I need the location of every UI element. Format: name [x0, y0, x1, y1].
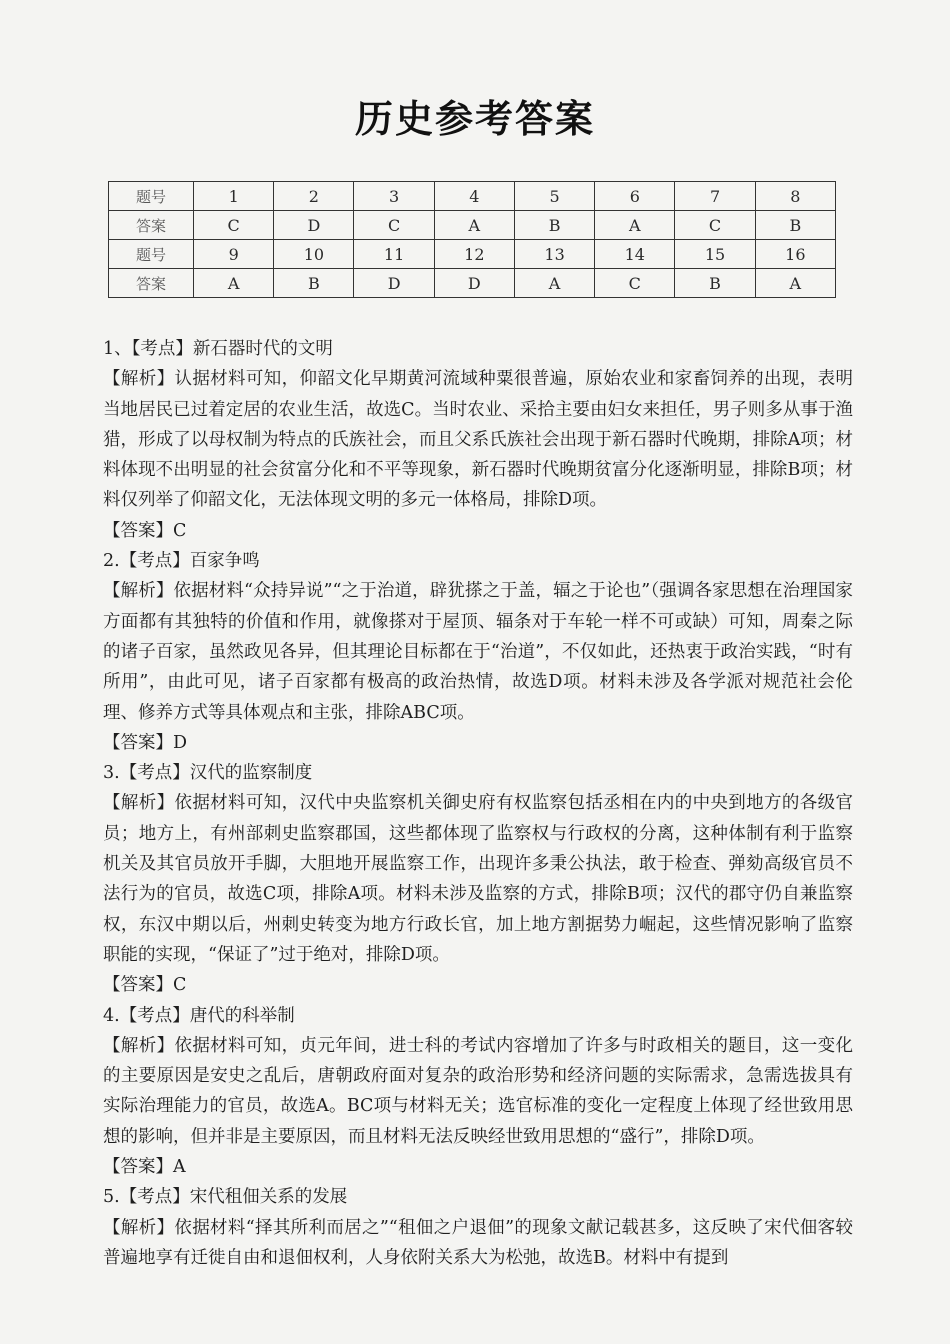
- item-1: [103, 334, 853, 546]
- topic-line: 3.【考点】汉代的监察制度: [103, 763, 313, 784]
- row-header: 题号: [109, 240, 194, 269]
- table-cell: 3: [354, 182, 434, 211]
- row-header: 答案: [109, 211, 194, 240]
- table-cell: A: [194, 269, 274, 298]
- table-cell: A: [595, 211, 675, 240]
- table-cell: 14: [595, 240, 675, 269]
- table-cell: 16: [755, 240, 835, 269]
- item-4: [103, 1001, 853, 1183]
- answer-table: [108, 181, 836, 298]
- table-cell: B: [675, 269, 755, 298]
- table-cell: 15: [675, 240, 755, 269]
- item-3: [103, 758, 853, 1000]
- page-title: 历史参考答案: [354, 97, 595, 141]
- table-cell: 10: [274, 240, 354, 269]
- table-cell: B: [274, 269, 354, 298]
- table-cell: B: [514, 211, 594, 240]
- topic-line: 4.【考点】唐代的科举制: [103, 1005, 295, 1026]
- table-row: [109, 269, 836, 298]
- table-cell: C: [595, 269, 675, 298]
- row-header: 题号: [109, 182, 194, 211]
- analysis-paragraph: 【解析】依据材料“众持异说”“之于治道，辟犹搽之于盖，辐之于论也”（强调各家思想在治理国家方面都有其独特的价值和作用，就像搽对于屋顶、辐条对于车轮一样不可或缺）可知，周秦之际的诸子百家，虽然政见各异，但其理论目标都在于“治道”，不仅如此，还热衷于政治实践，“时有所用”，由此可见，诸子百家都有极高的政治热情，故选D项。材料未涉及各学派对规范社会伦理、修养方式等具体观点和主张，排除ABC项。: [103, 581, 853, 723]
- item-5: [103, 1182, 853, 1273]
- table-row: [109, 211, 836, 240]
- topic-line: 5.【考点】宋代租佃关系的发展: [103, 1187, 348, 1208]
- topic-line: 2.【考点】百家争鸣: [103, 551, 260, 572]
- analysis-paragraph: 【解析】依据材料“择其所利而居之”“租佃之户退佃”的现象文献记载甚多，这反映了宋代佃客较普遍地享有迁徙自由和退佃权利，人身依附关系大为松弛，故选B。材料中有提到: [103, 1217, 853, 1268]
- answer-explanations: [103, 334, 853, 1273]
- table-cell: A: [755, 269, 835, 298]
- table-cell: C: [194, 211, 274, 240]
- item-2: [103, 546, 853, 758]
- table-cell: C: [354, 211, 434, 240]
- table-row: [109, 182, 836, 211]
- table-cell: B: [755, 211, 835, 240]
- table-cell: 12: [434, 240, 514, 269]
- table-cell: 6: [595, 182, 675, 211]
- answer-line: 【答案】D: [103, 732, 188, 753]
- table-row: [109, 240, 836, 269]
- topic-line: 1、【考点】新石器时代的文明: [103, 339, 333, 359]
- table-cell: D: [274, 211, 354, 240]
- table-cell: 2: [274, 182, 354, 211]
- answer-line: 【答案】C: [103, 975, 187, 996]
- table-cell: C: [675, 211, 755, 240]
- table-cell: 9: [194, 240, 274, 269]
- table-cell: 5: [514, 182, 594, 211]
- analysis-paragraph: 【解析】认据材料可知，仰韶文化早期黄河流域种粟很普遍，原始农业和家畜饲养的出现，表明当地居民已过着定居的农业生活，故选C。当时农业、采拾主要由妇女来担任，男子则多从事于渔猎，形成了以母权制为特点的氏族社会，而且父系氏族社会出现于新石器时代晚期，排除A项；材料体现不出明显的社会贫富分化和不平等现象，新石器时代晚期贫富分化逐渐明显，排除B项；材料仅列举了仰韶文化，无法体现文明的多元一体格局，排除D项。: [103, 369, 853, 511]
- row-header: 答案: [109, 269, 194, 298]
- table-cell: 11: [354, 240, 434, 269]
- answer-line: 【答案】A: [103, 1157, 186, 1178]
- table-cell: A: [514, 269, 594, 298]
- answer-line: 【答案】C: [103, 520, 187, 541]
- table-cell: D: [434, 269, 514, 298]
- table-cell: D: [354, 269, 434, 298]
- table-cell: A: [434, 211, 514, 240]
- analysis-paragraph: 【解析】依据材料可知，汉代中央监察机关御史府有权监察包括丞相在内的中央到地方的各级官员；地方上，有州部刺史监察郡国，这些都体现了监察权与行政权的分离，这种体制有利于监察机关及其官员放开手脚，大胆地开展监察工作，出现许多秉公执法，敢于检查、弹劾高级官员不法行为的官员，故选C项，排除A项。材料未涉及监察的方式，排除B项；汉代的郡守仍自兼监察权，东汉中期以后，州刺史转变为地方行政长官，加上地方割据势力崛起，这些情况影响了监察职能的实现，“保证了”过于绝对，排除D项。: [103, 793, 853, 965]
- table-cell: 4: [434, 182, 514, 211]
- table-cell: 7: [675, 182, 755, 211]
- analysis-paragraph: 【解析】依据材料可知，贞元年间，进士科的考试内容增加了许多与时政相关的题目，这一变化的主要原因是安史之乱后，唐朝政府面对复杂的政治形势和经济问题的实际需求，急需选拔具有实际治理能力的官员，故选A。BC项与材料无关；选官标准的变化一定程度上体现了经世致用思想的影响，但并非是主要原因，而且材料无法反映经世致用思想的“盛行”，排除D项。: [103, 1035, 853, 1147]
- table-cell: 8: [755, 182, 835, 211]
- table-cell: 13: [514, 240, 594, 269]
- table-cell: 1: [194, 182, 274, 211]
